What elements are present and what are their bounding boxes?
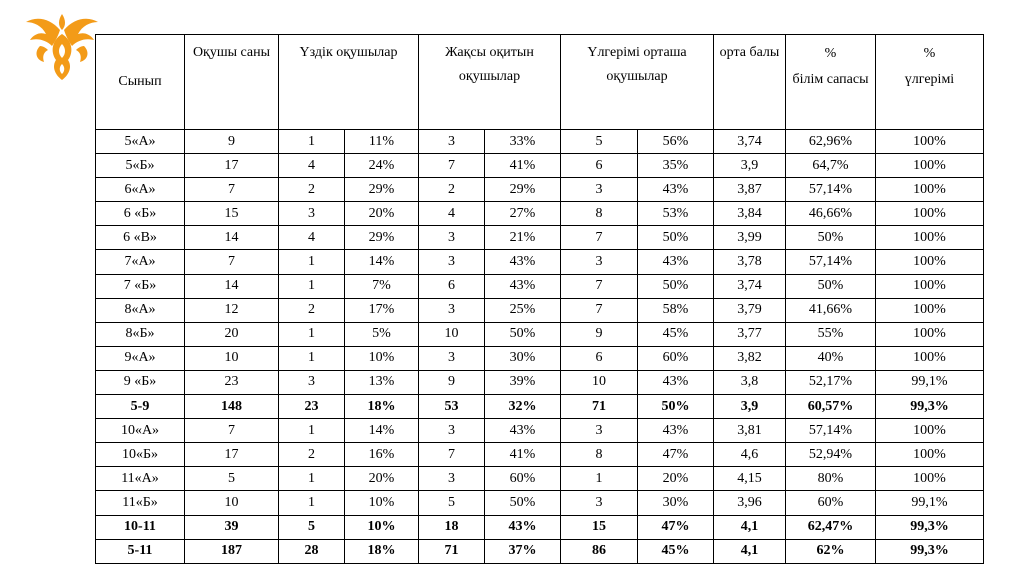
cell-excellent-count: 4 <box>279 226 345 250</box>
cell-class: 7«А» <box>96 250 185 274</box>
cell-good-percent: 43% <box>485 274 561 298</box>
cell-students: 14 <box>185 274 279 298</box>
cell-good-count: 3 <box>419 419 485 443</box>
cell-good-count: 3 <box>419 226 485 250</box>
header-mean-grade: орта балы <box>714 35 786 130</box>
cell-excellent-count: 23 <box>279 395 345 419</box>
cell-excellent-percent: 17% <box>345 298 419 322</box>
cell-quality-percent: 60% <box>786 491 876 515</box>
cell-average-count: 71 <box>561 395 638 419</box>
cell-average-count: 9 <box>561 322 638 346</box>
cell-mean-grade: 4,15 <box>714 467 786 491</box>
cell-excellent-count: 1 <box>279 491 345 515</box>
cell-students: 187 <box>185 539 279 563</box>
cell-excellent-count: 1 <box>279 274 345 298</box>
cell-good-count: 6 <box>419 274 485 298</box>
cell-good-count: 5 <box>419 491 485 515</box>
cell-progress-percent: 100% <box>876 322 984 346</box>
cell-average-percent: 56% <box>638 130 714 154</box>
table-row <box>96 467 984 491</box>
cell-good-percent: 41% <box>485 443 561 467</box>
cell-class: 10-11 <box>96 515 185 539</box>
grades-table <box>95 34 984 564</box>
cell-average-percent: 50% <box>638 226 714 250</box>
cell-quality-percent: 52,17% <box>786 370 876 394</box>
cell-excellent-percent: 29% <box>345 226 419 250</box>
table-row <box>96 154 984 178</box>
cell-progress-percent: 99,3% <box>876 395 984 419</box>
cell-average-percent: 35% <box>638 154 714 178</box>
cell-students: 7 <box>185 419 279 443</box>
cell-class: 9«А» <box>96 346 185 370</box>
cell-good-count: 53 <box>419 395 485 419</box>
header-students: Оқушы саны <box>185 35 279 130</box>
cell-students: 9 <box>185 130 279 154</box>
cell-excellent-count: 3 <box>279 202 345 226</box>
cell-progress-percent: 99,1% <box>876 491 984 515</box>
cell-excellent-count: 1 <box>279 322 345 346</box>
cell-quality-percent: 80% <box>786 467 876 491</box>
cell-mean-grade: 3,79 <box>714 298 786 322</box>
cell-good-count: 3 <box>419 250 485 274</box>
table-row <box>96 274 984 298</box>
cell-class: 9 «Б» <box>96 370 185 394</box>
cell-mean-grade: 4,1 <box>714 539 786 563</box>
header-progress-percent: % <box>923 46 936 61</box>
cell-quality-percent: 64,7% <box>786 154 876 178</box>
header-excellent: Үздік оқушылар <box>279 35 419 130</box>
cell-quality-percent: 52,94% <box>786 443 876 467</box>
cell-students: 17 <box>185 443 279 467</box>
cell-quality-percent: 46,66% <box>786 202 876 226</box>
cell-quality-percent: 40% <box>786 346 876 370</box>
cell-excellent-count: 1 <box>279 467 345 491</box>
cell-good-count: 9 <box>419 370 485 394</box>
cell-excellent-percent: 20% <box>345 202 419 226</box>
cell-students: 148 <box>185 395 279 419</box>
table-row <box>96 322 984 346</box>
cell-average-percent: 45% <box>638 322 714 346</box>
cell-students: 7 <box>185 178 279 202</box>
cell-good-count: 7 <box>419 443 485 467</box>
cell-good-percent: 43% <box>485 515 561 539</box>
table-row <box>96 250 984 274</box>
cell-mean-grade: 3,9 <box>714 154 786 178</box>
cell-students: 39 <box>185 515 279 539</box>
cell-progress-percent: 100% <box>876 467 984 491</box>
cell-average-count: 15 <box>561 515 638 539</box>
cell-excellent-percent: 18% <box>345 395 419 419</box>
cell-quality-percent: 57,14% <box>786 250 876 274</box>
cell-mean-grade: 3,82 <box>714 346 786 370</box>
cell-average-percent: 50% <box>638 274 714 298</box>
table-row <box>96 178 984 202</box>
cell-progress-percent: 99,3% <box>876 539 984 563</box>
cell-students: 15 <box>185 202 279 226</box>
cell-excellent-percent: 14% <box>345 419 419 443</box>
cell-good-percent: 43% <box>485 419 561 443</box>
cell-excellent-percent: 13% <box>345 370 419 394</box>
cell-class: 6 «В» <box>96 226 185 250</box>
cell-quality-percent: 41,66% <box>786 298 876 322</box>
cell-average-count: 3 <box>561 250 638 274</box>
cell-good-count: 18 <box>419 515 485 539</box>
cell-mean-grade: 3,9 <box>714 395 786 419</box>
cell-progress-percent: 100% <box>876 250 984 274</box>
cell-good-count: 71 <box>419 539 485 563</box>
cell-progress-percent: 100% <box>876 274 984 298</box>
cell-quality-percent: 55% <box>786 322 876 346</box>
cell-excellent-count: 4 <box>279 154 345 178</box>
cell-mean-grade: 3,84 <box>714 202 786 226</box>
cell-good-percent: 50% <box>485 491 561 515</box>
table-row <box>96 419 984 443</box>
cell-excellent-count: 2 <box>279 443 345 467</box>
cell-progress-percent: 100% <box>876 154 984 178</box>
cell-good-percent: 33% <box>485 130 561 154</box>
cell-quality-percent: 62,96% <box>786 130 876 154</box>
cell-average-percent: 47% <box>638 443 714 467</box>
cell-good-percent: 25% <box>485 298 561 322</box>
cell-students: 17 <box>185 154 279 178</box>
cell-good-percent: 60% <box>485 467 561 491</box>
table-row <box>96 298 984 322</box>
cell-progress-percent: 100% <box>876 178 984 202</box>
cell-excellent-percent: 14% <box>345 250 419 274</box>
cell-average-count: 86 <box>561 539 638 563</box>
table-body <box>96 130 984 564</box>
cell-excellent-percent: 10% <box>345 515 419 539</box>
cell-students: 12 <box>185 298 279 322</box>
cell-average-count: 3 <box>561 178 638 202</box>
cell-quality-percent: 62,47% <box>786 515 876 539</box>
cell-average-percent: 43% <box>638 419 714 443</box>
cell-good-percent: 41% <box>485 154 561 178</box>
header-quality-label: білім сапасы <box>792 72 869 87</box>
cell-excellent-percent: 24% <box>345 154 419 178</box>
cell-average-count: 10 <box>561 370 638 394</box>
header-average: Үлгерімі орташа оқушылар <box>561 35 714 130</box>
cell-good-count: 3 <box>419 130 485 154</box>
cell-good-percent: 29% <box>485 178 561 202</box>
kazakh-ornament-icon <box>22 10 102 84</box>
cell-quality-percent: 57,14% <box>786 178 876 202</box>
cell-excellent-count: 1 <box>279 346 345 370</box>
cell-class: 5-11 <box>96 539 185 563</box>
cell-progress-percent: 100% <box>876 443 984 467</box>
cell-good-percent: 21% <box>485 226 561 250</box>
cell-average-percent: 43% <box>638 178 714 202</box>
cell-good-percent: 50% <box>485 322 561 346</box>
total-row <box>96 515 984 539</box>
cell-class: 11«А» <box>96 467 185 491</box>
cell-class: 7 «Б» <box>96 274 185 298</box>
header-quality <box>786 35 876 130</box>
cell-quality-percent: 60,57% <box>786 395 876 419</box>
cell-mean-grade: 3,74 <box>714 130 786 154</box>
cell-excellent-count: 2 <box>279 298 345 322</box>
cell-average-percent: 20% <box>638 467 714 491</box>
header-good: Жақсы оқитын оқушылар <box>419 35 561 130</box>
table-row <box>96 346 984 370</box>
cell-class: 8«Б» <box>96 322 185 346</box>
header-class: Сынып <box>96 35 185 130</box>
cell-excellent-count: 1 <box>279 250 345 274</box>
cell-average-count: 6 <box>561 346 638 370</box>
table-row <box>96 226 984 250</box>
cell-mean-grade: 3,99 <box>714 226 786 250</box>
cell-average-percent: 43% <box>638 370 714 394</box>
cell-good-count: 7 <box>419 154 485 178</box>
table-row <box>96 491 984 515</box>
cell-average-percent: 60% <box>638 346 714 370</box>
table-row <box>96 130 984 154</box>
cell-average-count: 3 <box>561 419 638 443</box>
cell-excellent-percent: 11% <box>345 130 419 154</box>
cell-progress-percent: 99,3% <box>876 515 984 539</box>
cell-students: 20 <box>185 322 279 346</box>
cell-mean-grade: 3,74 <box>714 274 786 298</box>
cell-mean-grade: 3,87 <box>714 178 786 202</box>
header-progress-label: үлгерімі <box>904 72 955 87</box>
cell-average-count: 8 <box>561 202 638 226</box>
cell-progress-percent: 100% <box>876 346 984 370</box>
cell-average-count: 1 <box>561 467 638 491</box>
cell-class: 6«А» <box>96 178 185 202</box>
cell-average-count: 8 <box>561 443 638 467</box>
cell-mean-grade: 4,1 <box>714 515 786 539</box>
cell-good-percent: 43% <box>485 250 561 274</box>
table-row <box>96 370 984 394</box>
cell-excellent-percent: 10% <box>345 346 419 370</box>
cell-average-count: 7 <box>561 274 638 298</box>
header-row <box>96 35 984 130</box>
cell-good-count: 4 <box>419 202 485 226</box>
cell-average-count: 5 <box>561 130 638 154</box>
cell-mean-grade: 4,6 <box>714 443 786 467</box>
cell-good-percent: 37% <box>485 539 561 563</box>
total-row <box>96 539 984 563</box>
cell-excellent-count: 1 <box>279 130 345 154</box>
cell-good-percent: 30% <box>485 346 561 370</box>
table-row <box>96 443 984 467</box>
cell-excellent-percent: 29% <box>345 178 419 202</box>
cell-good-percent: 32% <box>485 395 561 419</box>
cell-class: 5«А» <box>96 130 185 154</box>
cell-average-percent: 47% <box>638 515 714 539</box>
cell-excellent-percent: 5% <box>345 322 419 346</box>
cell-progress-percent: 100% <box>876 419 984 443</box>
cell-quality-percent: 57,14% <box>786 419 876 443</box>
cell-quality-percent: 62% <box>786 539 876 563</box>
cell-mean-grade: 3,96 <box>714 491 786 515</box>
cell-excellent-percent: 18% <box>345 539 419 563</box>
cell-good-count: 10 <box>419 322 485 346</box>
cell-average-percent: 50% <box>638 395 714 419</box>
cell-excellent-percent: 7% <box>345 274 419 298</box>
cell-average-percent: 45% <box>638 539 714 563</box>
cell-excellent-count: 3 <box>279 370 345 394</box>
cell-mean-grade: 3,81 <box>714 419 786 443</box>
cell-students: 7 <box>185 250 279 274</box>
cell-average-count: 7 <box>561 226 638 250</box>
cell-good-count: 3 <box>419 346 485 370</box>
cell-average-percent: 43% <box>638 250 714 274</box>
cell-good-count: 3 <box>419 467 485 491</box>
cell-class: 6 «Б» <box>96 202 185 226</box>
cell-quality-percent: 50% <box>786 274 876 298</box>
cell-excellent-count: 28 <box>279 539 345 563</box>
cell-excellent-percent: 10% <box>345 491 419 515</box>
cell-quality-percent: 50% <box>786 226 876 250</box>
table-row <box>96 202 984 226</box>
cell-class: 8«А» <box>96 298 185 322</box>
cell-progress-percent: 100% <box>876 226 984 250</box>
cell-average-count: 6 <box>561 154 638 178</box>
cell-average-percent: 53% <box>638 202 714 226</box>
cell-good-percent: 27% <box>485 202 561 226</box>
cell-excellent-count: 5 <box>279 515 345 539</box>
cell-progress-percent: 100% <box>876 298 984 322</box>
cell-students: 10 <box>185 491 279 515</box>
cell-students: 14 <box>185 226 279 250</box>
cell-students: 10 <box>185 346 279 370</box>
cell-students: 5 <box>185 467 279 491</box>
cell-excellent-percent: 20% <box>345 467 419 491</box>
total-row <box>96 395 984 419</box>
cell-mean-grade: 3,8 <box>714 370 786 394</box>
header-quality-percent: % <box>824 46 837 61</box>
cell-good-count: 2 <box>419 178 485 202</box>
cell-average-count: 3 <box>561 491 638 515</box>
cell-students: 23 <box>185 370 279 394</box>
cell-excellent-percent: 16% <box>345 443 419 467</box>
cell-mean-grade: 3,78 <box>714 250 786 274</box>
cell-good-percent: 39% <box>485 370 561 394</box>
header-progress <box>876 35 984 130</box>
cell-progress-percent: 100% <box>876 130 984 154</box>
cell-class: 11«Б» <box>96 491 185 515</box>
cell-excellent-count: 1 <box>279 419 345 443</box>
cell-good-count: 3 <box>419 298 485 322</box>
cell-average-percent: 30% <box>638 491 714 515</box>
cell-progress-percent: 100% <box>876 202 984 226</box>
cell-excellent-count: 2 <box>279 178 345 202</box>
cell-class: 10«А» <box>96 419 185 443</box>
cell-class: 5-9 <box>96 395 185 419</box>
cell-average-percent: 58% <box>638 298 714 322</box>
cell-class: 5«Б» <box>96 154 185 178</box>
cell-mean-grade: 3,77 <box>714 322 786 346</box>
cell-average-count: 7 <box>561 298 638 322</box>
cell-class: 10«Б» <box>96 443 185 467</box>
cell-progress-percent: 99,1% <box>876 370 984 394</box>
